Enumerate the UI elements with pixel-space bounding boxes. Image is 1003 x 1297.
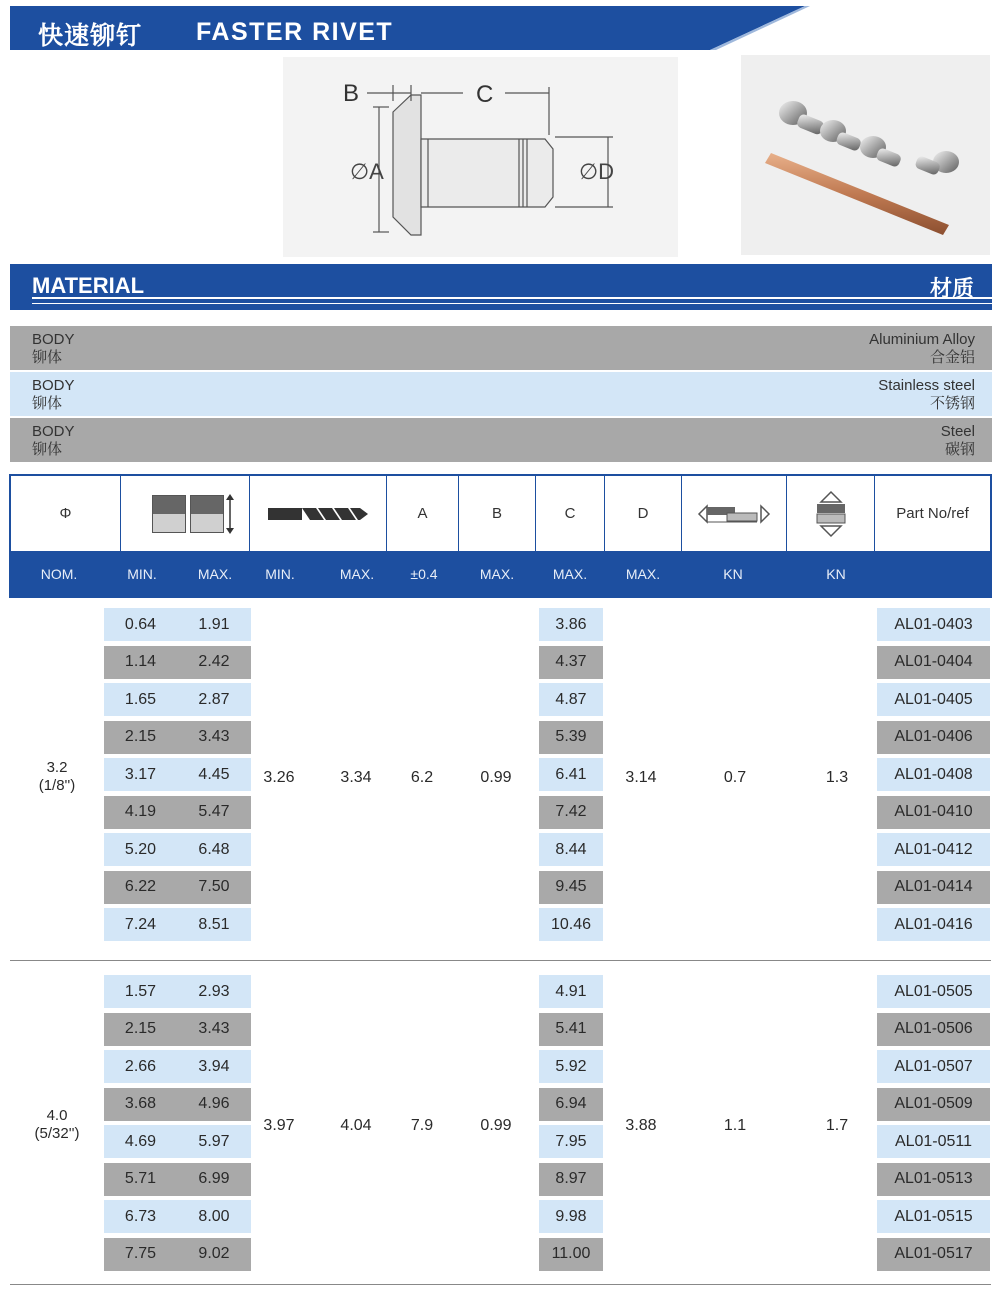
c-max-cell: 10.46 — [539, 908, 603, 941]
material-part-cn: 铆体 — [32, 395, 63, 412]
material-part-en: BODY — [32, 331, 75, 348]
unit-drill-min: MIN. — [265, 566, 295, 582]
grip-max-cell: 2.42 — [177, 646, 251, 679]
header-b-label: B — [491, 505, 502, 522]
grip-min-cell: 4.69 — [104, 1125, 177, 1158]
grip-min-cell: 6.22 — [104, 871, 177, 904]
grip-min-cell: 2.15 — [104, 1013, 177, 1046]
material-row — [10, 418, 992, 462]
drill-bit-icon — [250, 476, 387, 551]
d-value: 3.88 — [625, 1117, 657, 1134]
part-number-cell: AL01-0505 — [877, 975, 990, 1008]
part-number-cell: AL01-0414 — [877, 871, 990, 904]
material-row — [10, 326, 992, 370]
material-part-en: BODY — [32, 377, 75, 394]
grip-min-cell: 6.73 — [104, 1200, 177, 1233]
c-max-cell: 4.91 — [539, 975, 603, 1008]
part-number-cell: AL01-0408 — [877, 758, 990, 791]
spec-table-header — [9, 474, 992, 598]
unit-grip-min: MIN. — [127, 566, 157, 582]
part-number-cell: AL01-0405 — [877, 683, 990, 716]
material-name-en: Aluminium Alloy — [869, 331, 975, 348]
rivet-dimension-diagram — [283, 57, 678, 257]
material-section-header — [10, 264, 992, 310]
part-number-cell: AL01-0404 — [877, 646, 990, 679]
title-english: FASTER RIVET — [196, 18, 394, 46]
grip-min-cell: 3.17 — [104, 758, 177, 791]
header-part-label: Part No/ref — [896, 505, 969, 522]
grip-max-cell: 9.02 — [177, 1238, 251, 1271]
part-number-cell: AL01-0511 — [877, 1125, 990, 1158]
header-col-c — [536, 476, 605, 551]
grip-min-cell: 7.75 — [104, 1238, 177, 1271]
c-max-cell: 3.86 — [539, 608, 603, 641]
tensile-value: 1.3 — [825, 768, 849, 786]
material-name-cn: 合金铝 — [929, 349, 975, 366]
grip-max-cell: 7.50 — [177, 871, 251, 904]
material-title-chinese: 材质 — [929, 276, 974, 301]
material-part-cn: 铆体 — [32, 441, 63, 458]
grip-max-cell: 3.43 — [177, 721, 251, 754]
nominal-mm: 4.0 — [46, 1107, 68, 1124]
title-chinese: 快速铆钉 — [38, 22, 143, 50]
header-part-number — [875, 476, 990, 551]
c-max-cell: 7.42 — [539, 796, 603, 829]
part-number-cell: AL01-0509 — [877, 1088, 990, 1121]
drill-min-value: 3.97 — [263, 1117, 295, 1134]
c-max-cell: 5.41 — [539, 1013, 603, 1046]
c-max-cell: 4.87 — [539, 683, 603, 716]
grip-max-cell: 2.87 — [177, 683, 251, 716]
c-max-cell: 8.97 — [539, 1163, 603, 1196]
unit-tensile-kn: KN — [826, 566, 846, 582]
unit-c-max: MAX. — [552, 566, 588, 582]
grip-max-cell: 2.93 — [177, 975, 251, 1008]
grip-max-cell: 3.43 — [177, 1013, 251, 1046]
tensile-value: 1.7 — [825, 1117, 849, 1134]
unit-grip-max: MAX. — [197, 566, 233, 582]
shear-value: 0.7 — [723, 768, 747, 786]
nominal-inch: (1/8'') — [38, 776, 76, 794]
drill-max-value: 4.04 — [340, 1117, 372, 1134]
header-a-label: A — [417, 505, 428, 522]
material-name-en: Stainless steel — [878, 377, 975, 394]
c-max-cell: 5.92 — [539, 1050, 603, 1083]
unit-nom: NOM. — [40, 566, 78, 582]
unit-a-tolerance: ±0.4 — [410, 566, 438, 582]
a-value: 7.9 — [410, 1117, 434, 1134]
header-col-b — [459, 476, 536, 551]
header-d-label: D — [637, 505, 649, 522]
b-value: 0.99 — [480, 768, 512, 786]
grip-min-cell: 5.20 — [104, 833, 177, 866]
shear-strength-icon — [682, 476, 787, 551]
c-max-cell: 5.39 — [539, 721, 603, 754]
grip-min-cell: 7.24 — [104, 908, 177, 941]
part-number-cell: AL01-0515 — [877, 1200, 990, 1233]
grip-min-cell: 1.14 — [104, 646, 177, 679]
grip-max-cell: 1.91 — [177, 608, 251, 641]
spec-unit-row — [11, 551, 990, 596]
unit-drill-max: MAX. — [339, 566, 375, 582]
rivet-product-photo — [741, 55, 990, 255]
grip-min-cell: 2.66 — [104, 1050, 177, 1083]
unit-b-max: MAX. — [479, 566, 515, 582]
c-max-cell: 7.95 — [539, 1125, 603, 1158]
grip-max-cell: 3.94 — [177, 1050, 251, 1083]
grip-max-cell: 5.47 — [177, 796, 251, 829]
material-part-cn: 铆体 — [32, 349, 63, 366]
grip-min-cell: 3.68 — [104, 1088, 177, 1121]
d-value: 3.14 — [625, 768, 657, 786]
shear-value: 1.1 — [723, 1117, 747, 1134]
part-number-cell: AL01-0416 — [877, 908, 990, 941]
diagram-label-c: C — [476, 81, 494, 108]
header-col-d — [605, 476, 682, 551]
grip-max-cell: 8.00 — [177, 1200, 251, 1233]
material-name-en: Steel — [940, 423, 975, 440]
grip-range-icon — [121, 476, 250, 551]
grip-min-cell: 5.71 — [104, 1163, 177, 1196]
c-max-cell: 4.37 — [539, 646, 603, 679]
grip-min-cell: 1.57 — [104, 975, 177, 1008]
diagram-label-a: ∅A — [350, 159, 384, 184]
header-col-a — [387, 476, 459, 551]
nominal-diameter — [39, 759, 76, 795]
grip-max-cell: 4.96 — [177, 1088, 251, 1121]
header-nominal-diameter — [11, 476, 121, 551]
spec-icon-row — [11, 476, 990, 551]
grip-max-cell: 5.97 — [177, 1125, 251, 1158]
diagram-label-d: ∅D — [579, 159, 615, 184]
c-max-cell: 9.98 — [539, 1200, 603, 1233]
tensile-strength-icon — [787, 476, 875, 551]
c-max-cell: 6.41 — [539, 758, 603, 791]
material-name-cn: 碳钢 — [944, 441, 975, 458]
part-number-cell: AL01-0410 — [877, 796, 990, 829]
grip-max-cell: 6.48 — [177, 833, 251, 866]
unit-d-max: MAX. — [625, 566, 661, 582]
material-part-en: BODY — [32, 423, 75, 440]
nominal-mm: 3.2 — [46, 758, 68, 776]
grip-max-cell: 8.51 — [177, 908, 251, 941]
title-banner — [10, 6, 810, 50]
material-title-english: MATERIAL — [32, 273, 145, 298]
c-max-cell: 9.45 — [539, 871, 603, 904]
drill-min-value: 3.26 — [263, 768, 295, 786]
part-number-cell: AL01-0507 — [877, 1050, 990, 1083]
c-max-cell: 6.94 — [539, 1088, 603, 1121]
nominal-diameter — [35, 1107, 80, 1143]
drill-max-value: 3.34 — [340, 768, 372, 786]
grip-max-cell: 4.45 — [177, 758, 251, 791]
material-row — [10, 372, 992, 416]
part-number-cell: AL01-0412 — [877, 833, 990, 866]
material-name-cn: 不锈钢 — [929, 395, 975, 412]
grip-min-cell: 4.19 — [104, 796, 177, 829]
part-number-cell: AL01-0506 — [877, 1013, 990, 1046]
b-value: 0.99 — [480, 1117, 512, 1134]
part-number-cell: AL01-0517 — [877, 1238, 990, 1271]
c-max-cell: 11.00 — [539, 1238, 603, 1271]
part-number-cell: AL01-0403 — [877, 608, 990, 641]
phi-symbol: Φ — [59, 505, 72, 522]
nominal-inch: (5/32'') — [34, 1125, 80, 1142]
part-number-cell: AL01-0406 — [877, 721, 990, 754]
diagram-label-b: B — [343, 80, 360, 107]
part-number-cell: AL01-0513 — [877, 1163, 990, 1196]
unit-shear-kn: KN — [723, 566, 743, 582]
grip-min-cell: 2.15 — [104, 721, 177, 754]
c-max-cell: 8.44 — [539, 833, 603, 866]
a-value: 6.2 — [410, 768, 434, 786]
grip-min-cell: 1.65 — [104, 683, 177, 716]
grip-min-cell: 0.64 — [104, 608, 177, 641]
group-separator — [10, 960, 991, 961]
group-separator — [10, 1284, 991, 1285]
grip-max-cell: 6.99 — [177, 1163, 251, 1196]
header-c-label: C — [564, 505, 576, 522]
